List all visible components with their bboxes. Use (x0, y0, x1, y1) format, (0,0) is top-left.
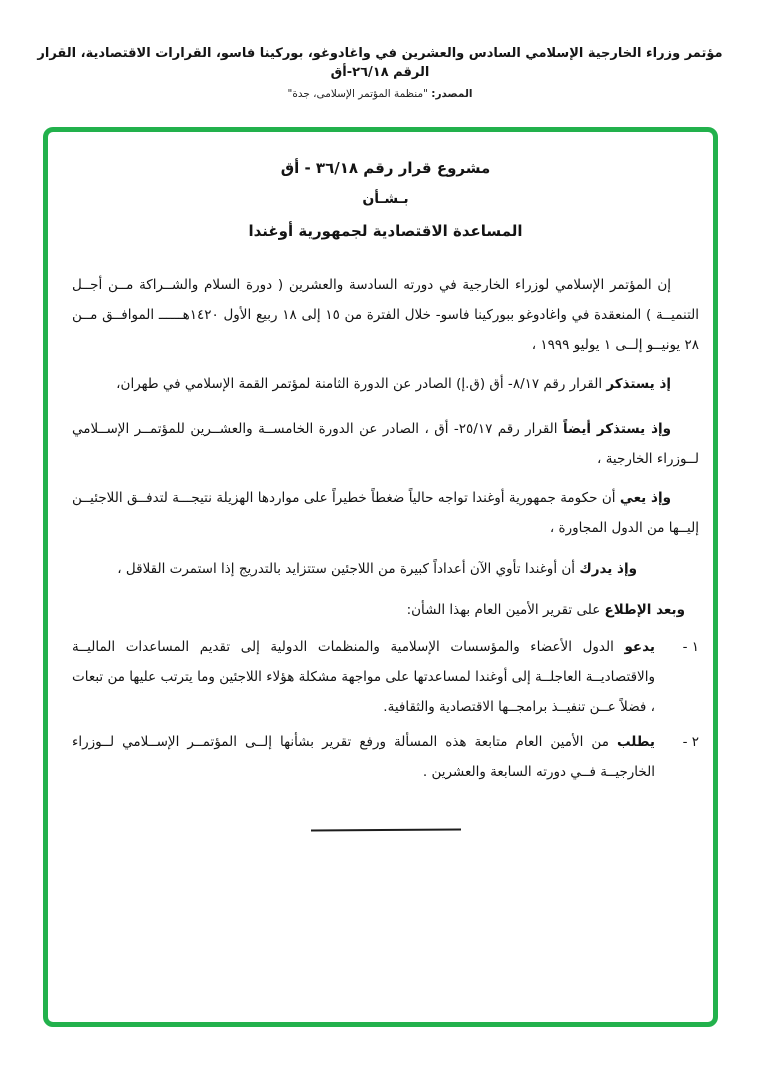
operative-items (72, 632, 699, 787)
item-number: ١ - (682, 639, 699, 655)
item-lead: يدعو (624, 639, 656, 655)
item-number: ٢ - (682, 734, 699, 750)
resolution-title-subject: المساعدة الاقتصادية لجمهورية أوغندا (248, 222, 523, 240)
resolution-title-number: مشروع قرار رقم ٣٦/١٨ - أق (280, 159, 491, 177)
item-text (72, 632, 655, 722)
paragraph-text: القرار رقم ٢٥/١٧- أق ، الصادر عن الدورة الخامســة والعشــرين للمؤتمــر الإســلامي لــوزراء الخارجية ، (72, 421, 699, 467)
paragraph-text: على تقرير الأمين العام بهذا الشأن: (406, 602, 601, 618)
operative-item-1 (72, 632, 699, 722)
resolution-border-box (43, 127, 718, 1027)
paragraph-lead: إذ يستذكر (606, 376, 671, 392)
paragraph-lead: وبعد الإطلاع (604, 602, 685, 618)
paragraph-lead: وإذ يدرك (579, 561, 637, 577)
resolution-body (72, 270, 699, 831)
item-rest: الدول الأعضاء والمؤسسات الإسلامية والمنظمات الدولية إلى تقديم المساعدات الماليــة والاقتصاديــة العاجلــة إلى أوغندا لمساعدتها على مواجهة مشكلة هؤلاء اللاجئين وما يترتب عليها من تبعات ، فضلاً عــن تنفيــذ برامجــها الاقتصادية والثقافية. (72, 639, 655, 715)
source-value: "منظمة المؤتمر الإسلامى، جدة" (287, 88, 428, 100)
paragraph-text: إن المؤتمر الإسلامي لوزراء الخارجية في دورته السادسة والعشرين ( دورة السلام والشــراكة مــن أجــل التنميــة ) المنعقدة في واغادوغو ببوركينا فاسو- خلال الفترة من ١٥ إلى ١٨ ربيع الأول ١٤٢٠هــــــ الموافــق مــن ٢٨ يونيــو إلــى ١ يوليو ١٩٩٩ ، (72, 277, 700, 353)
paragraph-text: أن حكومة جمهورية أوغندا تواجه حالياً ضغطاً خطيراً على مواردها الهزيلة نتيجـــة لتدفــق اللاجئيــن إليــها من الدول المجاورة ، (72, 490, 699, 536)
realizing-paragraph (72, 554, 699, 584)
recalling-paragraph (72, 369, 699, 399)
paragraph-text: أن أوغندا تأوي الآن أعداداً كبيرة من اللاجئين ستتزايد بالتدريج إذا استمرت القلاقل ، (117, 561, 576, 577)
item-lead: يطلب (616, 734, 655, 750)
item-rest: من الأمين العام متابعة هذه المسألة ورفع تقرير بشأنها إلــى المؤتمــر الإســلامي لــوزراء الخارجيــة فــي دورته السابعة والعشرين . (72, 734, 655, 780)
paragraph-lead: وإذ يعي (619, 490, 672, 506)
item-text (72, 727, 655, 787)
aware-paragraph (72, 483, 699, 543)
source-label: المصدر: (431, 88, 473, 100)
archive-header-line: مؤتمر وزراء الخارجية الإسلامي السادس والعشرين في واغادوغو، بوركينا فاسو، القرارات الاقتصادية، القرار الرقم ٢٦/١٨-أق (37, 46, 723, 80)
archive-source-line (0, 87, 760, 102)
preamble-paragraph (72, 270, 699, 360)
operative-item-2 (72, 727, 699, 787)
end-of-text-rule (310, 828, 460, 831)
paragraph-text: القرار رقم ٨/١٧- أق (ق.إ) الصادر عن الدورة الثامنة لمؤتمر القمة الإسلامي في طهران، (116, 376, 603, 392)
resolution-title-regarding: بـشـأن (362, 191, 409, 207)
paragraph-lead: وإذ يستذكر أيضاً (562, 421, 672, 437)
having-reviewed-paragraph (72, 595, 699, 625)
recalling-also-paragraph (72, 414, 699, 474)
